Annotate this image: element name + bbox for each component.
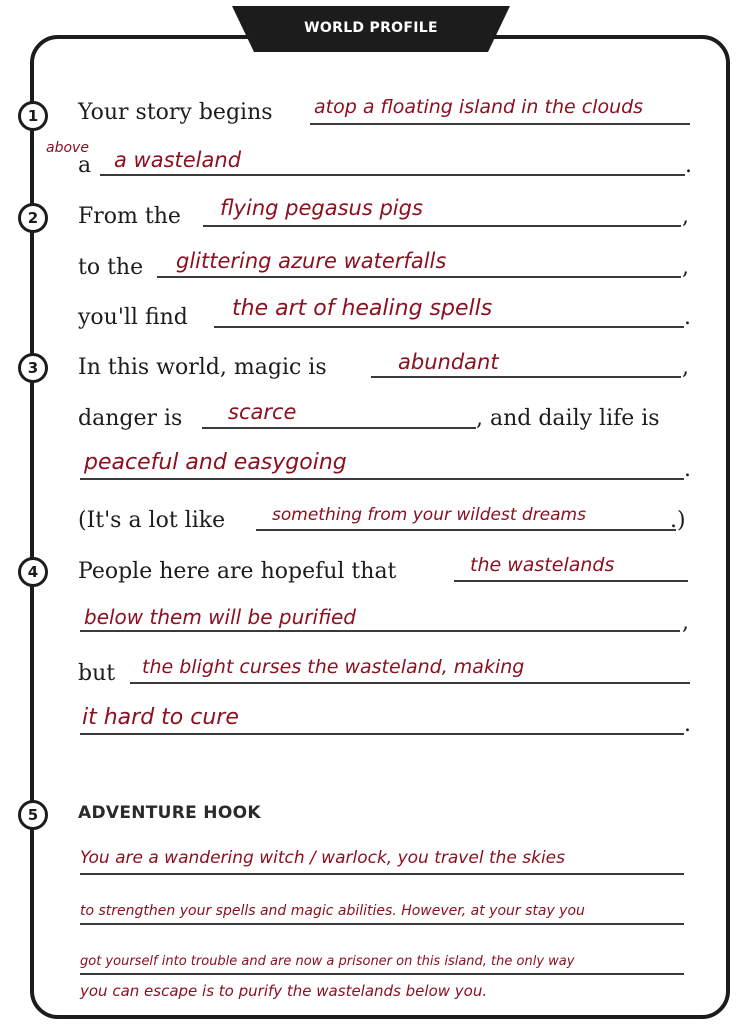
prompt-story-begins: Your story begins bbox=[78, 100, 273, 125]
answer-danger-is: scarce bbox=[228, 400, 297, 424]
punct-comma: , bbox=[682, 355, 689, 380]
answer-story-begins: atop a floating island in the clouds bbox=[314, 96, 644, 118]
hook-line-2: to strengthen your spells and magic abilities. However, at your stay you bbox=[80, 903, 585, 919]
answer-line bbox=[310, 123, 690, 125]
prompt-daily-life: , and daily life is bbox=[476, 406, 660, 431]
answer-line bbox=[80, 733, 684, 735]
answer-hopeful-cont: below them will be purified bbox=[84, 605, 356, 629]
prompt-a: a bbox=[78, 153, 92, 178]
answer-line bbox=[80, 873, 684, 875]
punct-comma: , bbox=[682, 204, 689, 229]
answer-daily-life: peaceful and easygoing bbox=[84, 450, 347, 475]
answer-line bbox=[130, 682, 690, 684]
step-badge-3: 3 bbox=[18, 353, 48, 383]
answer-line bbox=[371, 376, 681, 378]
answer-line bbox=[157, 276, 681, 278]
answer-line bbox=[80, 630, 680, 632]
answer-line bbox=[202, 427, 476, 429]
step-badge-2: 2 bbox=[18, 203, 48, 233]
answer-but-cont: it hard to cure bbox=[82, 705, 239, 730]
prompt-from-the: From the bbox=[78, 204, 181, 229]
answer-line bbox=[80, 478, 684, 480]
answer-to-the: glittering azure waterfalls bbox=[176, 249, 447, 273]
punct-comma: , bbox=[682, 255, 689, 280]
answer-from-the: flying pegasus pigs bbox=[220, 196, 423, 220]
prompt-youll-find: you'll find bbox=[78, 305, 188, 330]
prompt-to-the: to the bbox=[78, 255, 144, 280]
prompt-hopeful-that: People here are hopeful that bbox=[78, 559, 397, 584]
header-title: WORLD PROFILE bbox=[304, 20, 438, 36]
answer-magic-is: abundant bbox=[398, 350, 499, 374]
answer-but: the blight curses the wasteland, making bbox=[142, 656, 525, 678]
hook-line-1: You are a wandering witch / warlock, you travel the skies bbox=[80, 848, 565, 868]
answer-youll-find: the art of healing spells bbox=[232, 296, 493, 321]
answer-line bbox=[256, 529, 676, 531]
punct-period: . bbox=[685, 153, 692, 178]
prompt-magic-is: In this world, magic is bbox=[78, 355, 327, 380]
punct-period: . bbox=[684, 712, 691, 737]
prompt-a-lot-like: (It's a lot like bbox=[78, 508, 226, 533]
answer-line bbox=[80, 973, 684, 975]
prompt-but: but bbox=[78, 661, 116, 686]
answer-insert-note: above bbox=[46, 140, 89, 156]
answer-line bbox=[100, 174, 685, 176]
punct-period: . bbox=[684, 305, 691, 330]
answer-wasteland: a wasteland bbox=[114, 148, 242, 172]
step-badge-4: 4 bbox=[18, 557, 48, 587]
punct-close-paren: .) bbox=[670, 508, 686, 533]
answer-line bbox=[214, 326, 684, 328]
punct-comma: , bbox=[682, 610, 689, 635]
hook-line-4: you can escape is to purify the wastelands below you. bbox=[80, 982, 488, 1000]
answer-line bbox=[454, 580, 688, 582]
answer-line bbox=[80, 923, 684, 925]
punct-period: . bbox=[684, 457, 691, 482]
answer-line bbox=[203, 225, 681, 227]
answer-hopeful-that: the wastelands bbox=[470, 554, 615, 576]
step-badge-1: 1 bbox=[18, 101, 48, 131]
prompt-danger-is: danger is bbox=[78, 406, 183, 431]
step-badge-5: 5 bbox=[18, 800, 48, 830]
answer-a-lot-like: something from your wildest dreams bbox=[272, 505, 586, 525]
hook-line-3: got yourself into trouble and are now a prisoner on this island, the only way bbox=[80, 954, 575, 969]
adventure-hook-title: ADVENTURE HOOK bbox=[78, 803, 261, 823]
